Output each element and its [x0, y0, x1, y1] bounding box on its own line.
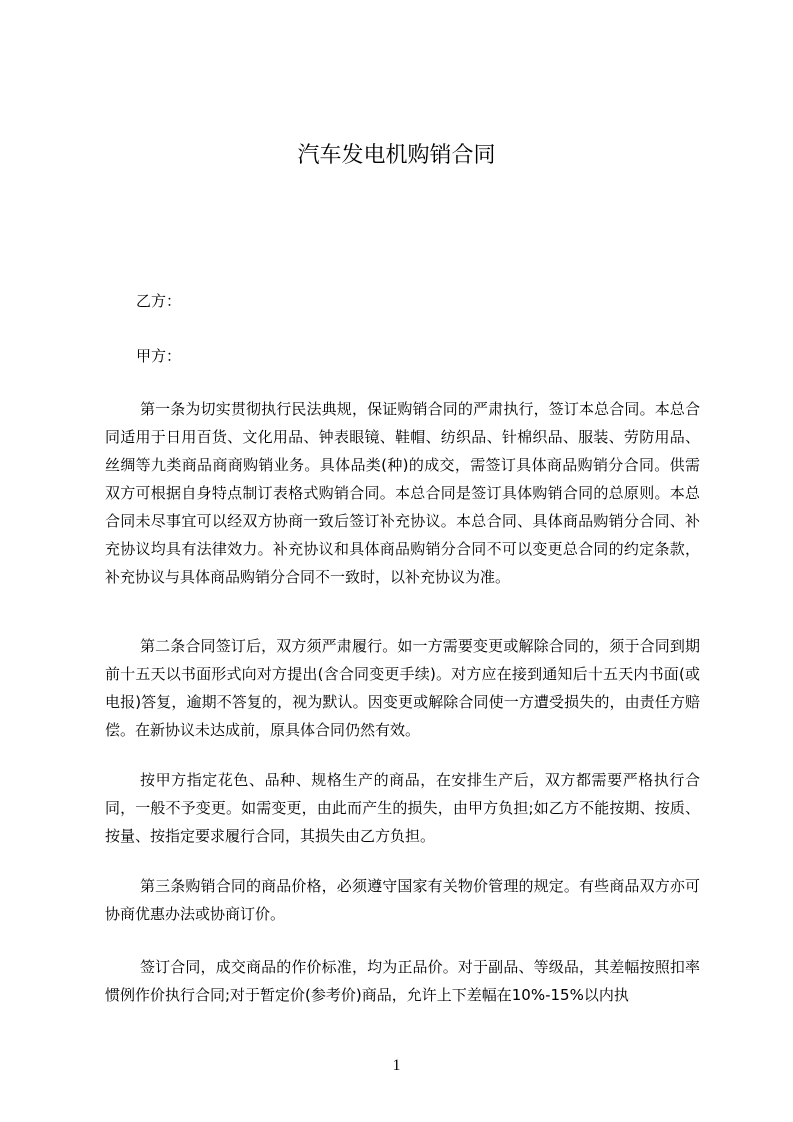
party-a-label: 甲方： — [136, 347, 182, 365]
document-title: 汽车发电机购销合同 — [297, 143, 496, 168]
paragraph-article-1: 第一条为切实贯彻执行民法典规，保证购销合同的严肃执行，签订本总合同。本总合同适用于日用百货、文化用品、钟表眼镜、鞋帽、纺织品、针棉织品、服装、劳防用品、丝绸等九类商品商商购销业务。具体品类(种)的成交，需签订具体商品购销分合同。供需双方可根据自身特点制订表格式购销合同。本总合同是签订具体购销合同的总原则。本总合同未尽事宜可以经双方协商一致后签订补充协议。本总合同、具体商品购销分合同、补充协议均具有法律效力。补充协议和具体商品购销分合同不可以变更总合同的约定条款，补充协议与具体商品购销分合同不一致时，以补充协议为准。 — [105, 400, 700, 586]
page-number: 1 — [392, 1057, 401, 1074]
paragraph-article-3: 第三条购销合同的商品价格，必须遵守国家有关物价管理的规定。有些商品双方亦可协商优惠办法或协商订价。 — [105, 877, 700, 923]
paragraph-specified-goods: 按甲方指定花色、品种、规格生产的商品，在安排生产后，双方都需要严格执行合同，一般不予变更。如需变更，由此而产生的损失，由甲方负担;如乙方不能按期、按质、按量、按指定要求履行合同，其损失由乙方负担。 — [105, 771, 700, 845]
paragraph-pricing-standard: 签订合同，成交商品的作价标准，均为正品价。对于副品、等级品，其差幅按照扣率惯例作价执行合同;对于暂定价(参考价)商品，允许上下差幅在10%-15%以内执 — [105, 958, 700, 1004]
paragraph-article-2: 第二条合同签订后，双方须严肃履行。如一方需要变更或解除合同的，须于合同到期前十五天以书面形式向对方提出(含合同变更手续)。对方应在接到通知后十五天内书面(或电报)答复，逾期不答复的，视为默认。因变更或解除合同使一方遭受损失的，由责任方赔偿。在新协议未达成前，原具体合同仍然有效。 — [105, 637, 700, 739]
party-b-label: 乙方： — [136, 292, 182, 310]
